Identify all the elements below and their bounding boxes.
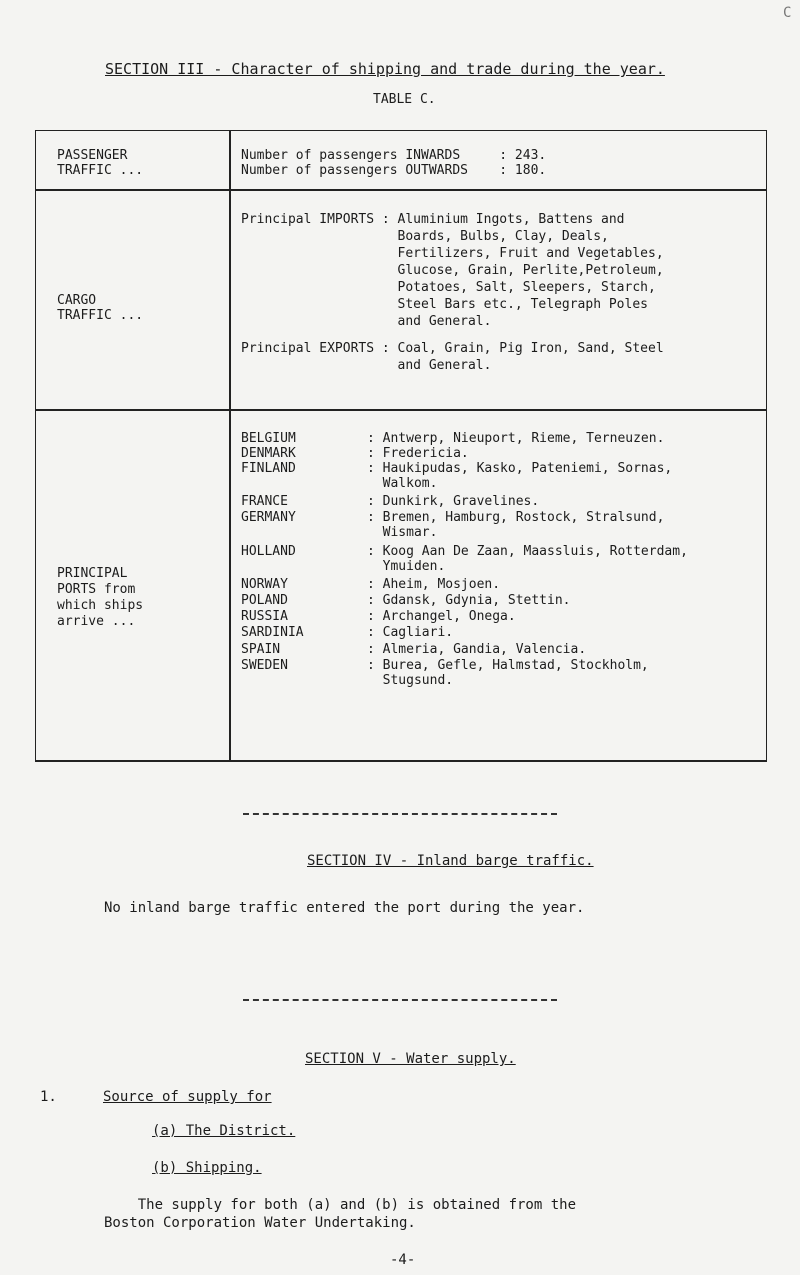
passengers-inwards: Number of passengers INWARDS : 243. [241,148,547,163]
table-row-divider [35,189,766,191]
country-name: FINLAND [241,461,296,476]
item-number: 1. [40,1089,57,1105]
country-name: SWEDEN [241,658,288,673]
corner-mark: C [783,5,792,21]
section-separator [243,999,557,1001]
table-column-divider [229,130,231,761]
port-names: : Almeria, Gandia, Valencia. [367,642,587,657]
table-title: TABLE C. [373,92,436,107]
country-name: SPAIN [241,642,281,657]
source-of-supply-heading: Source of supply for [103,1089,272,1105]
passengers-outwards: Number of passengers OUTWARDS : 180. [241,163,547,178]
country-name: GERMANY [241,510,296,525]
water-supply-paragraph: The supply for both (a) and (b) is obtained from the Boston Corporation Water Undertaking. [104,1197,577,1231]
port-names: : Cagliari. [367,625,454,640]
supply-item-b: (b) Shipping. [152,1160,262,1176]
port-names: : Aheim, Mosjoen. [367,577,501,592]
country-name: RUSSIA [241,609,288,624]
port-names: : Gdansk, Gdynia, Stettin. [367,593,571,608]
country-name: FRANCE [241,494,288,509]
section-separator [243,813,557,815]
section-4-title: SECTION IV - Inland barge traffic. [307,853,594,869]
country-name: NORWAY [241,577,288,592]
section-5-title: SECTION V - Water supply. [305,1051,516,1067]
country-name: DENMARK [241,446,296,461]
port-names: : Bremen, Hamburg, Rostock, Stralsund, Wismar. [367,510,665,540]
country-name: BELGIUM [241,431,296,446]
cargo-traffic-label: CARGO TRAFFIC ... [57,293,144,323]
principal-exports: Principal EXPORTS : Coal, Grain, Pig Iron, Sand, Steel and General. [241,341,664,373]
passenger-traffic-label: PASSENGER TRAFFIC ... [57,148,144,178]
port-names: : Koog Aan De Zaan, Maassluis, Rotterdam, Ymuiden. [367,544,688,574]
port-names: : Antwerp, Nieuport, Rieme, Terneuzen. [367,431,665,446]
port-names: : Haukipudas, Kasko, Pateniemi, Sornas, Walkom. [367,461,673,491]
page-number: -4- [390,1252,416,1268]
section-4-text: No inland barge traffic entered the port during the year. [104,900,585,916]
principal-ports-label: PRINCIPAL PORTS from which ships arrive ... [57,566,144,629]
port-names: : Fredericia. [367,446,469,461]
port-names: : Archangel, Onega. [367,609,516,624]
country-name: POLAND [241,593,288,608]
table-row-divider [35,409,766,411]
country-name: HOLLAND [241,544,296,559]
country-name: SARDINIA [241,625,304,640]
section-3-title: SECTION III - Character of shipping and trade during the year. [105,60,665,78]
port-names: : Dunkirk, Gravelines. [367,494,540,509]
supply-item-a: (a) The District. [152,1123,296,1139]
principal-imports: Principal IMPORTS : Aluminium Ingots, Battens and Boards, Bulbs, Clay, Deals, Fertilizers, Fruit and Vegetables, Glucose, Grain, Perlite,Petroleum, Potatoes, Salt, Sleepers, Starch, Steel Bars etc., Telegraph Poles and General. [241,212,664,329]
port-names: : Burea, Gefle, Halmstad, Stockholm, Stugsund. [367,658,649,688]
